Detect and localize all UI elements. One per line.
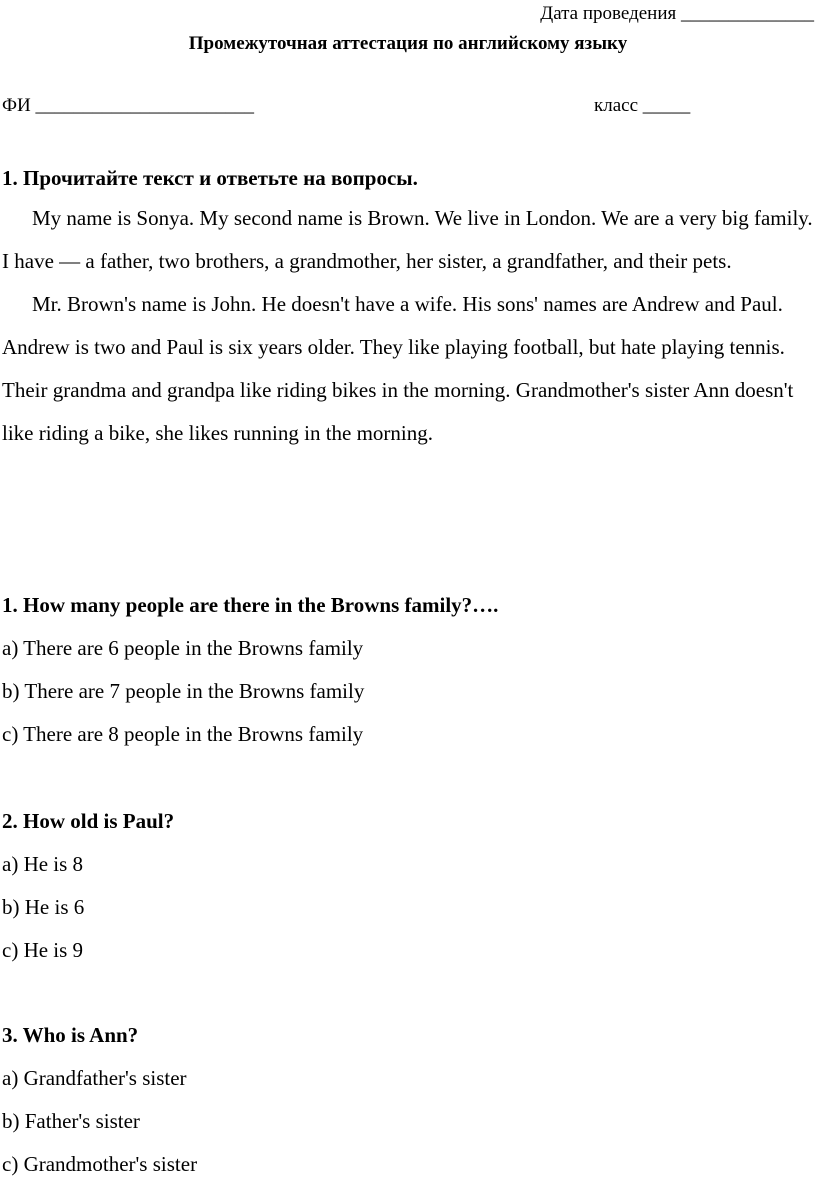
question-block: [2, 800, 174, 972]
answer-option: b) Father's sister: [2, 1109, 140, 1133]
answer-option: b) He is 6: [2, 895, 85, 919]
reading-passage: [2, 197, 816, 455]
date-label: Дата проведения ______________: [540, 3, 814, 24]
question-block: [2, 584, 498, 756]
question-text: 1. How many people are there in the Browns family?….: [2, 593, 499, 617]
answer-option: a) There are 6 people in the Browns family: [2, 636, 364, 660]
answer-option: c) He is 9: [2, 938, 84, 962]
name-field-label: ФИ _______________________: [2, 95, 254, 116]
answer-option: c) Grandmother's sister: [2, 1152, 198, 1176]
answer-option: a) Grandfather's sister: [2, 1066, 187, 1090]
answer-option: c) There are 8 people in the Browns family: [2, 722, 364, 746]
question-text: 2. How old is Paul?: [2, 809, 175, 833]
question-text: 3. Who is Ann?: [2, 1023, 139, 1047]
passage-paragraph: My name is Sonya. My second name is Brown. We live in London. We are a very big family. I have — a father, two brothers, a grandmother, her sister, a grandfather, and their pets.: [2, 206, 813, 273]
passage-paragraph: Mr. Brown's name is John. He doesn't have a wife. His sons' names are Andrew and Paul. Andrew is two and Paul is six years older. They like playing football, but hate playing tennis. Their grandma and grandpa like riding bikes in the morning. Grandmother's sister Ann doesn't like riding a bike, she likes running in the morning.: [2, 292, 794, 445]
task-heading: 1. Прочитайте текст и ответьте на вопросы.: [2, 166, 418, 190]
question-block: [2, 1014, 197, 1186]
answer-option: b) There are 7 people in the Browns family: [2, 679, 365, 703]
page-title: Промежуточная аттестация по английскому языку: [188, 33, 628, 54]
class-field-label: класс _____: [594, 95, 691, 116]
answer-option: a) He is 8: [2, 852, 84, 876]
